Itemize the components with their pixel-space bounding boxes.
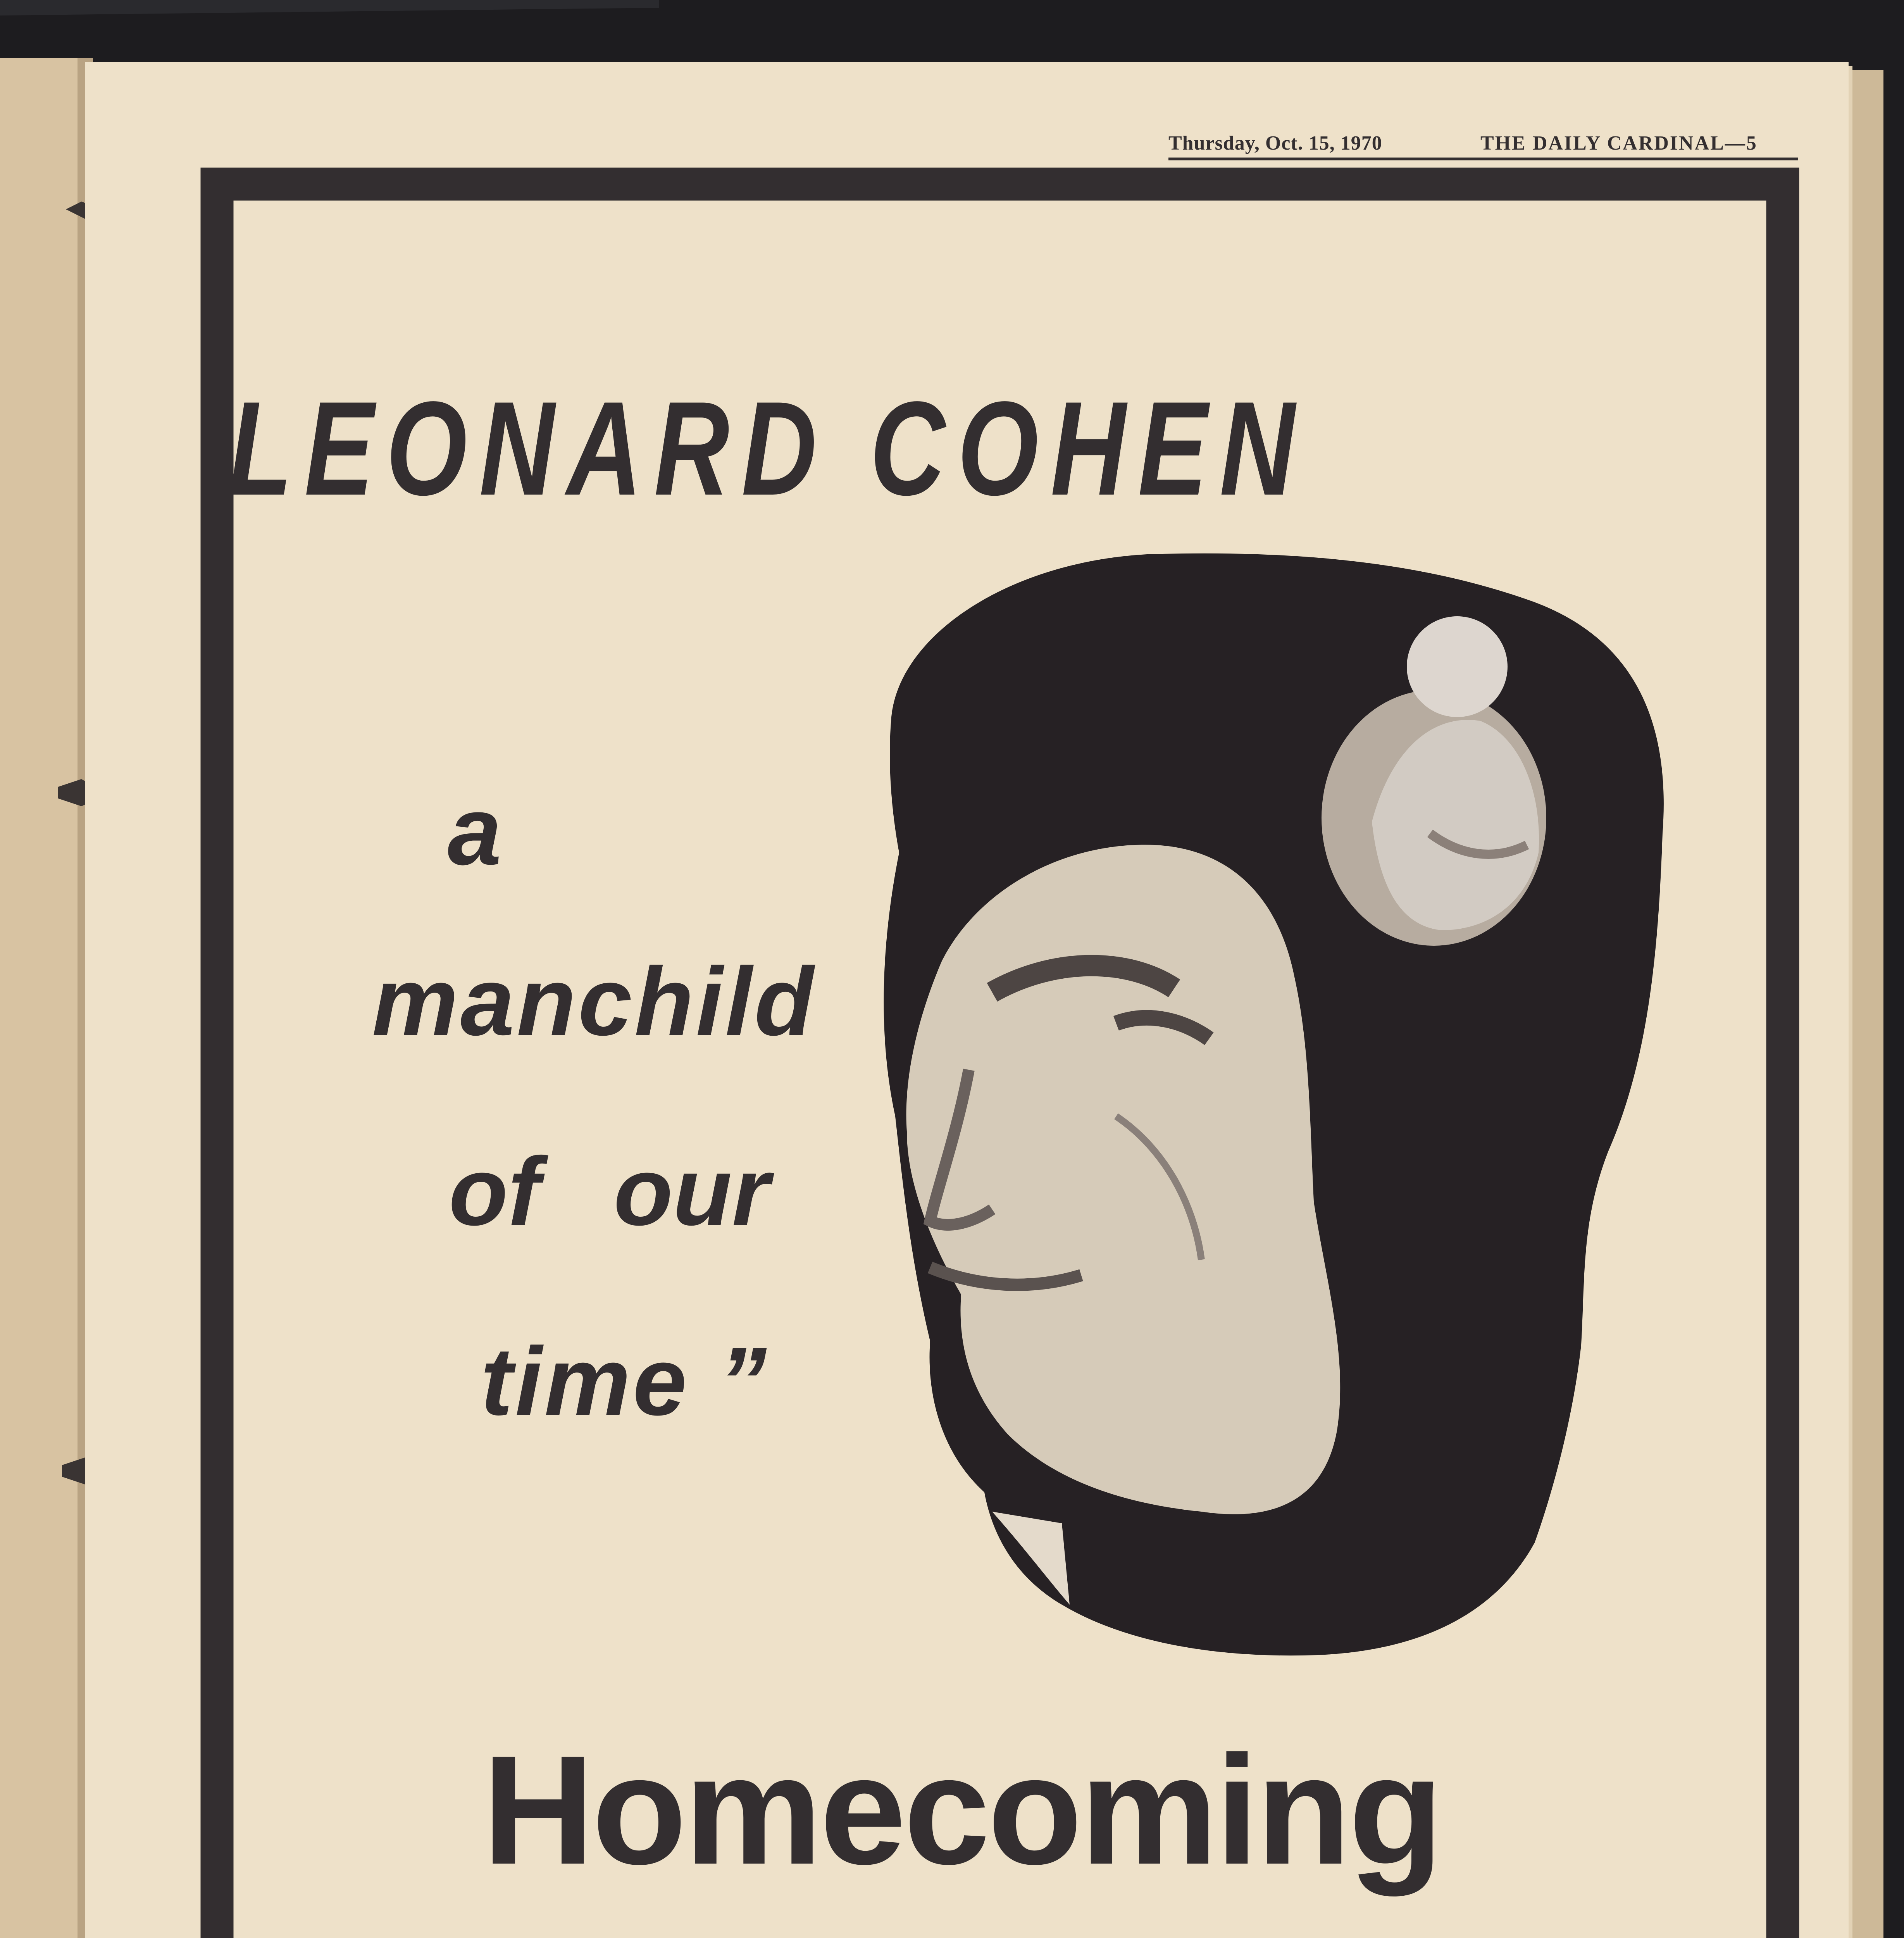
quote-line: manchild	[372, 947, 816, 1055]
headline: Homecoming	[482, 1723, 1441, 1897]
quote-line: of our	[449, 1137, 770, 1245]
quote-line: time ”	[481, 1327, 769, 1435]
newspaper-name: THE DAILY CARDINAL—5	[1480, 132, 1758, 154]
quote-line: a	[448, 777, 502, 885]
portrait-photo	[884, 553, 1664, 1656]
dateline: Thursday, Oct. 15, 1970	[1168, 132, 1382, 154]
ad-title: LEONARD COHEN	[228, 374, 1307, 523]
left-page-edge	[0, 58, 89, 1938]
